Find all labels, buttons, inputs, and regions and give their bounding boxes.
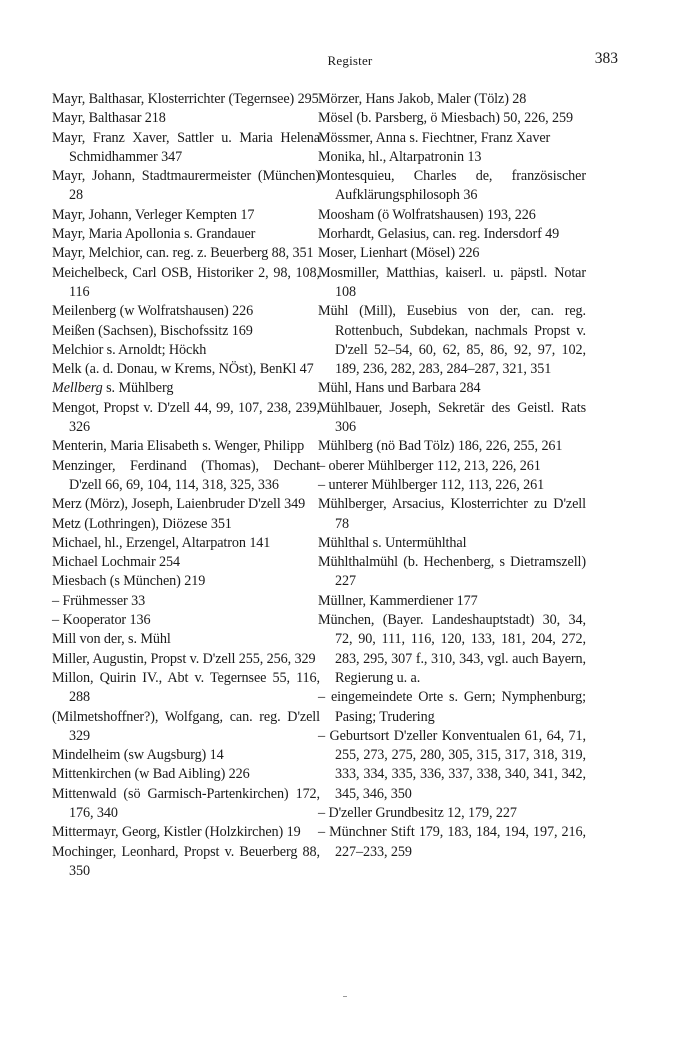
index-entry-text: Mühl (Mill), Eusebius von der, can. reg. Rottenbuch, Subdekan, nachmals Propst v. D'zell 52–54, 60, 62, 85, 86, 92, 97, 102, 189, 236, 282, 283, 284–287, 321, 351 [318, 303, 586, 378]
index-entry-text: Monika, hl., Altarpatronin 13 [318, 148, 482, 165]
index-column-left [52, 90, 320, 881]
index-entry [52, 109, 320, 128]
index-entry [318, 379, 586, 398]
index-subentry [52, 611, 320, 630]
index-entry [52, 572, 320, 591]
index-entry [52, 437, 320, 456]
index-entry-text: Mosmiller, Matthias, kaiserl. u. päpstl. Notar 108 [318, 264, 586, 300]
index-entry [318, 129, 586, 148]
index-entry-text: Meilenberg (w Wolfratshausen) 226 [52, 303, 254, 320]
index-entry-text: Menterin, Maria Elisabeth s. Wenger, Philipp [52, 438, 305, 455]
index-entry-text: Mayr, Balthasar 218 [52, 110, 166, 127]
index-entry-text: Miesbach (s München) 219 [52, 573, 206, 590]
index-entry [318, 534, 586, 553]
index-entry-text: D'zeller Grundbesitz 12, 179, 227 [328, 804, 517, 821]
index-entry-text: Mayr, Maria Apollonia s. Grandauer [52, 226, 256, 243]
index-entry-text: Morhardt, Gelasius, can. reg. Indersdorf 49 [318, 226, 560, 243]
index-entry [52, 206, 320, 225]
index-entry-text: Michael, hl., Erzengel, Altarpatron 141 [52, 534, 271, 551]
index-entry-text: Melk (a. d. Donau, w Krems, NÖst), BenKl 47 [52, 361, 314, 378]
index-entry [52, 534, 320, 553]
index-entry-headword: Mellberg [52, 380, 103, 397]
index-entry [52, 167, 320, 206]
index-entry-text: Metz (Lothringen), Diözese 351 [52, 515, 232, 532]
index-entry [52, 90, 320, 109]
index-entry [52, 553, 320, 572]
index-entry [318, 244, 586, 263]
index-entry [52, 495, 320, 514]
index-entry [52, 457, 320, 496]
index-entry-text: Mayr, Johann, Stadtmaurermeister (München) 28 [52, 168, 320, 204]
index-entry-text: (Milmetshoffner?), Wolfgang, can. reg. D'zell 329 [52, 708, 320, 744]
index-entry-text: s. Mühlberg [102, 380, 174, 397]
index-entry-text: Mittenkirchen (w Bad Aibling) 226 [52, 766, 250, 783]
page-number: 383 [594, 50, 618, 67]
index-entry [318, 90, 586, 109]
index-entry [52, 302, 320, 321]
index-entry-text: Mühlthal s. Untermühlthal [318, 534, 467, 551]
index-entry-text: Montesquieu, Charles de, französischer Aufklärungsphilosoph 36 [318, 168, 586, 204]
index-entry-text: oberer Mühlberger 112, 213, 226, 261 [328, 457, 541, 474]
index-entry [52, 823, 320, 842]
index-entry [52, 341, 320, 360]
index-entry [52, 399, 320, 438]
index-entry-text: Mühlthalmühl (b. Hechenberg, s Dietramszell) 227 [318, 554, 586, 590]
index-entry-text: Melchior s. Arnoldt; Höckh [52, 341, 207, 358]
index-entry [318, 302, 586, 379]
index-entry-text: Mayr, Melchior, can. reg. z. Beuerberg 88, 351 [52, 245, 314, 262]
index-entry-text: Mindelheim (sw Augsburg) 14 [52, 747, 224, 764]
index-entry [52, 360, 320, 379]
index-entry-text: Mühlbauer, Joseph, Sekretär des Geistl. Rats 306 [318, 399, 586, 436]
index-entry [52, 264, 320, 303]
index-entry-text: Moser, Lienhart (Mösel) 226 [318, 245, 480, 262]
index-entry [52, 650, 320, 669]
index-entry-text: Merz (Mörz), Joseph, Laienbruder D'zell 349 [52, 496, 306, 513]
index-entry [318, 592, 586, 611]
index-entry-text: Meißen (Sachsen), Bischofssitz 169 [52, 322, 253, 339]
index-entry-text: Mittermayr, Georg, Kistler (Holzkirchen) 19 [52, 824, 301, 841]
index-entry [318, 553, 586, 592]
index-entry-text: Mengot, Propst v. D'zell 44, 99, 107, 238, 239, 326 [52, 399, 320, 436]
index-entry [52, 244, 320, 263]
index-entry [318, 148, 586, 167]
index-entry [52, 379, 320, 398]
index-entry-text: Geburtsort D'zeller Konventualen 61, 64, 71, 255, 273, 275, 280, 305, 315, 317, 318, 319, 333, 334, 335, 336, 337, 338, 340, 341, 342, 345, 346, 350 [329, 727, 586, 802]
index-entry [52, 129, 320, 168]
index-entry-text: Müllner, Kammerdiener 177 [318, 592, 478, 609]
index-entry [318, 167, 586, 206]
index-subentry [318, 457, 586, 476]
index-entry [52, 746, 320, 765]
index-entry-text: Mayr, Balthasar, Klosterrichter (Tegernsee) 295 [52, 91, 319, 107]
index-entry-text: Mayr, Johann, Verleger Kempten 17 [52, 206, 255, 223]
index-entry-text: Frühmesser 33 [62, 592, 146, 609]
index-entry [52, 515, 320, 534]
index-entry [52, 225, 320, 244]
index-entry [52, 765, 320, 784]
index-entry-text: Michael Lochmair 254 [52, 554, 181, 571]
index-entry-text: Millon, Quirin IV., Abt v. Tegernsee 55, 116, 288 [52, 669, 320, 706]
index-entry [52, 785, 320, 824]
index-entry-text: Mittenwald (sö Garmisch-Partenkirchen) 172, 176, 340 [52, 785, 320, 821]
index-entry-text: unterer Mühlberger 112, 113, 226, 261 [328, 476, 545, 493]
index-subentry [318, 823, 586, 862]
index-entry-text: Moosham (ö Wolfratshausen) 193, 226 [318, 206, 536, 223]
index-entry-text: Mösel (b. Parsberg, ö Miesbach) 50, 226, 259 [318, 110, 574, 127]
index-entry [52, 322, 320, 341]
index-entry [52, 843, 320, 882]
index-column-right [318, 90, 586, 862]
index-entry-text: Münchner Stift 179, 183, 184, 194, 197, 216, 227–233, 259 [329, 824, 586, 860]
index-entry-text: Mössmer, Anna s. Fiechtner, Franz Xaver [318, 129, 551, 146]
index-subentry [318, 727, 586, 804]
index-subentry [318, 688, 586, 727]
index-entry-text: Mill von der, s. Mühl [52, 631, 171, 648]
index-entry [318, 495, 586, 534]
index-entry [318, 437, 586, 456]
index-entry-text: Mühlberger, Arsacius, Klosterrichter zu D'zell 78 [318, 496, 586, 532]
index-entry [52, 708, 320, 747]
index-subentry [318, 804, 586, 823]
index-entry-text: Mühl, Hans und Barbara 284 [318, 380, 481, 397]
index-entry [52, 630, 320, 649]
index-entry-text: Mayr, Franz Xaver, Sattler u. Maria Helena Schmidhammer 347 [52, 129, 320, 165]
index-entry [318, 225, 586, 244]
index-entry [318, 399, 586, 438]
index-entry [318, 264, 586, 303]
running-title: Register [327, 53, 373, 68]
index-entry [318, 206, 586, 225]
index-entry-text: Mörzer, Hans Jakob, Maler (Tölz) 28 [318, 91, 527, 107]
index-entry-text: Mochinger, Leonhard, Propst v. Beuerberg 88, 350 [52, 843, 320, 879]
index-entry-text: Meichelbeck, Carl OSB, Historiker 2, 98, 108, 116 [52, 264, 320, 300]
index-entry-text: Miller, Augustin, Propst v. D'zell 255, 256, 329 [52, 650, 316, 667]
index-entry-text: München, (Bayer. Landeshauptstadt) 30, 34, 72, 90, 111, 116, 120, 133, 181, 204, 272, 283, 295, 307 f., 310, 343, vgl. auch Bayern, Regierung u. a. [318, 612, 586, 686]
index-entry [52, 669, 320, 708]
index-subentry [52, 592, 320, 611]
index-entry [318, 611, 586, 688]
index-entry-text: eingemeindete Orte s. Gern; Nymphenburg; Pasing; Trudering [330, 689, 586, 725]
index-subentry [318, 476, 586, 495]
footer-mark [343, 996, 347, 997]
index-entry-text: Menzinger, Ferdinand (Thomas), Dechant D'zell 66, 69, 104, 114, 318, 325, 336 [52, 457, 320, 493]
index-entry [318, 109, 586, 128]
index-entry-text: Mühlberg (nö Bad Tölz) 186, 226, 255, 261 [318, 438, 563, 455]
index-entry-text: Kooperator 136 [62, 612, 151, 629]
